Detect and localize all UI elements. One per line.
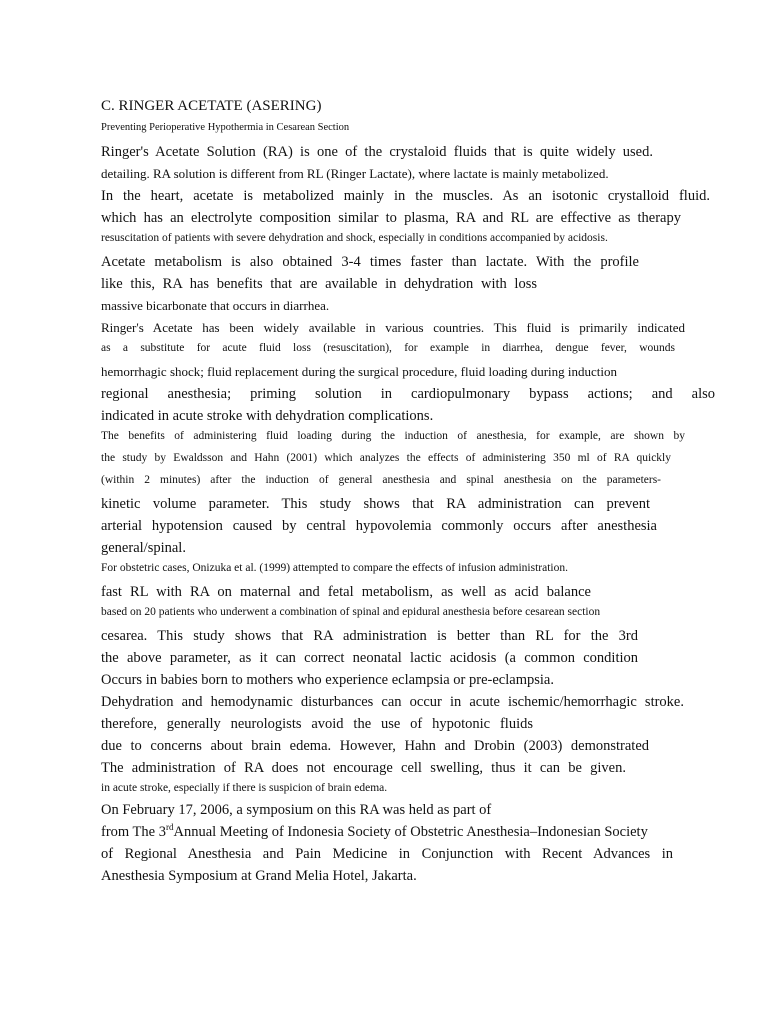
section-heading: C. RINGER ACETATE (ASERING): [101, 98, 322, 114]
text-line: indicated in acute stroke with dehydration complications.: [101, 408, 434, 424]
text-line: fast RL with RA on maternal and fetal metabolism, as well as acid balance: [101, 584, 591, 600]
text-line: arterial hypotension caused by central hypovolemia commonly occurs after anesthesia: [101, 518, 657, 534]
text-line: The benefits of administering fluid loading during the induction of anesthesia, for example, are shown by: [101, 430, 685, 442]
text-line: The administration of RA does not encourage cell swelling, thus it can be given.: [101, 760, 626, 776]
text-line: Acetate metabolism is also obtained 3-4 times faster than lactate. With the profile: [101, 254, 639, 270]
text-line: hemorrhagic shock; fluid replacement during the surgical procedure, fluid loading during induction: [101, 364, 618, 379]
text-line: Dehydration and hemodynamic disturbances can occur in acute ischemic/hemorrhagic stroke.: [101, 694, 684, 710]
text-line: of Regional Anesthesia and Pain Medicine in Conjunction with Recent Advances in: [101, 846, 673, 862]
text-line: massive bicarbonate that occurs in diarrhea.: [101, 298, 330, 313]
text-line: Occurs in babies born to mothers who experience eclampsia or pre-eclampsia.: [101, 672, 554, 688]
text-line: the above parameter, as it can correct neonatal lactic acidosis (a common condition: [101, 650, 638, 666]
text-line: regional anesthesia; priming solution in cardiopulmonary bypass actions; and also: [101, 386, 715, 402]
text-line: Ringer's Acetate Solution (RA) is one of the crystaloid fluids that is quite widely used.: [101, 144, 653, 160]
text-line: like this, RA has benefits that are available in dehydration with loss: [101, 276, 537, 292]
text-line: On February 17, 2006, a symposium on this RA was held as part of: [101, 802, 492, 818]
text-line: Anesthesia Symposium at Grand Melia Hotel, Jakarta.: [101, 868, 417, 884]
text-line: general/spinal.: [101, 540, 186, 556]
text-line: kinetic volume parameter. This study shows that RA administration can prevent: [101, 496, 650, 512]
text-line: Ringer's Acetate has been widely available in various countries. This fluid is primarily indicated: [101, 320, 685, 335]
text-line: In the heart, acetate is metabolized mainly in the muscles. As an isotonic crystalloid fluid.: [101, 188, 710, 204]
text-line-annual-meeting: [101, 822, 648, 840]
text-line: due to concerns about brain edema. However, Hahn and Drobin (2003) demonstrated: [101, 738, 649, 754]
ordinal-suffix: rd: [165, 822, 174, 833]
text-line: based on 20 patients who underwent a combination of spinal and epidural anesthesia before cesarean section: [101, 606, 601, 618]
text-line: as a substitute for acute fluid loss (resuscitation), for example in diarrhea, dengue fever, wounds: [101, 342, 675, 354]
text-line: which has an electrolyte composition similar to plasma, RA and RL are effective as therapy: [101, 210, 681, 226]
text-line: (within 2 minutes) after the induction of general anesthesia and spinal anesthesia on the parameters-: [101, 474, 661, 486]
section-subheading: Preventing Perioperative Hypothermia in Cesarean Section: [101, 122, 350, 133]
annual-meeting-prefix: from The 3: [101, 824, 166, 840]
text-line: detailing. RA solution is different from RL (Ringer Lactate), where lactate is mainly metabolized.: [101, 166, 609, 181]
annual-meeting-rest: Annual Meeting of Indonesia Society of Obstetric Anesthesia–Indonesian Society: [173, 824, 648, 840]
text-line: therefore, generally neurologists avoid the use of hypotonic fluids: [101, 716, 533, 732]
text-line: For obstetric cases, Onizuka et al. (1999) attempted to compare the effects of infusion administration.: [101, 562, 568, 574]
text-line: in acute stroke, especially if there is suspicion of brain edema.: [101, 782, 388, 794]
text-line: the study by Ewaldsson and Hahn (2001) which analyzes the effects of administering 350 ml of RA quickly: [101, 452, 671, 464]
text-line: resuscitation of patients with severe dehydration and shock, especially in conditions accompanied by acidosis.: [101, 232, 608, 244]
text-line: cesarea. This study shows that RA administration is better than RL for the 3rd: [101, 628, 638, 644]
